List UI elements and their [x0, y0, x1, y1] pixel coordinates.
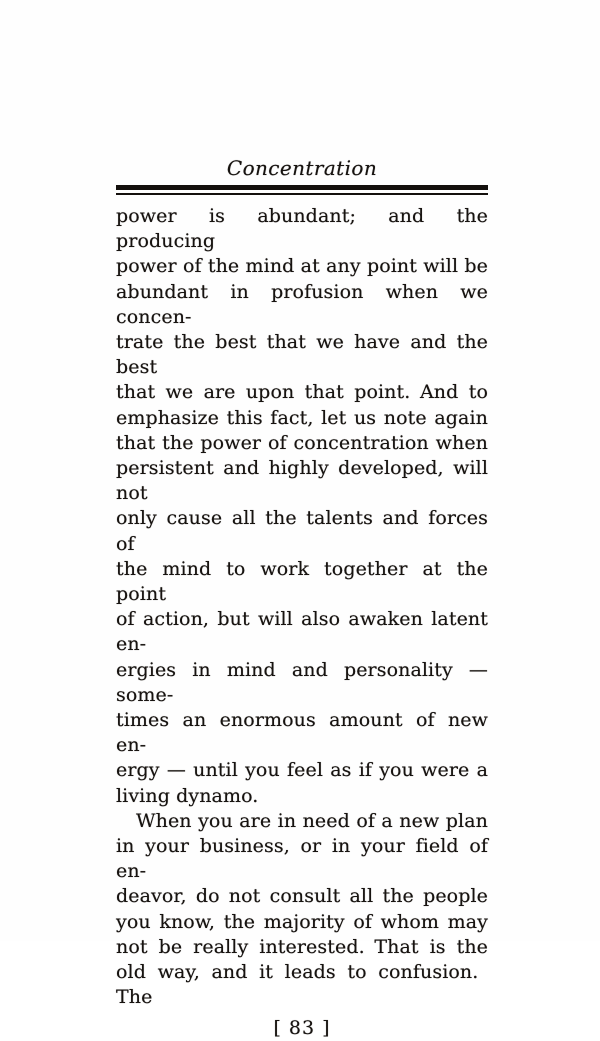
text-line: power of the mind at any point will be: [116, 255, 488, 278]
text-line: trate the best that we have and the best: [116, 331, 488, 379]
header-rule-thick: [116, 185, 488, 190]
text-line: only cause all the talents and forces of: [116, 507, 488, 555]
text-line-paragraph-start: When you are in need of a new plan: [136, 809, 488, 832]
running-head-title: Concentration: [226, 156, 378, 180]
text-line: emphasize this fact, let us note again: [116, 406, 488, 429]
text-line: ergy — until you feel as if you were a: [116, 759, 488, 782]
text-line: the mind to work together at the point: [116, 557, 488, 606]
text-line: not be really interested. That is the: [116, 935, 488, 958]
text-line: you know, the majority of whom may: [116, 910, 488, 933]
text-line: ergies in mind and personality — some-: [116, 658, 488, 706]
text-line: power is abundant; and the producing: [116, 205, 488, 253]
text-line: that we are upon that point. And to: [116, 381, 488, 404]
text-line: in your business, or in your field of en-: [116, 835, 488, 883]
text-column: [116, 157, 488, 1041]
text-line: deavor, do not consult all the people: [116, 885, 488, 908]
page-number: [ 83 ]: [273, 1016, 331, 1039]
text-line: abundant in profusion when we concen-: [116, 280, 488, 328]
text-line: times an enormous amount of new en-: [116, 709, 488, 757]
text-line: living dynamo.: [116, 784, 259, 807]
text-line: old way, and it leads to confusion. The: [116, 961, 488, 1009]
text-line: persistent and highly developed, will not: [116, 457, 488, 505]
header-rule-thin: [116, 193, 488, 195]
text-line: of action, but will also awaken latent en-: [116, 608, 488, 656]
body-text-block: [116, 204, 488, 1011]
text-line: that the power of concentration when: [116, 431, 488, 454]
